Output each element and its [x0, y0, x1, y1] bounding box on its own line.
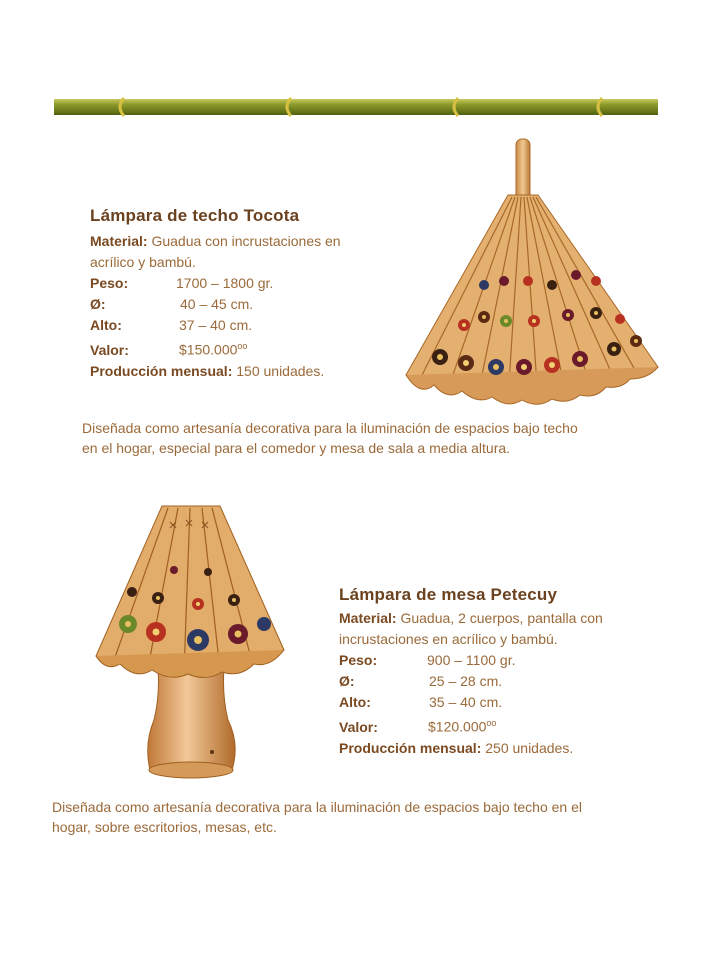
alto-value: 37 – 40 cm.: [179, 317, 253, 333]
diameter-value: 25 – 28 cm.: [429, 673, 503, 689]
product2-title: Lámpara de mesa Petecuy: [339, 585, 558, 604]
material-value-cont: incrustaciones en acrílico y bambú.: [339, 631, 558, 647]
alto-label: Alto:: [90, 317, 122, 333]
material-label: Material:: [339, 610, 397, 626]
ceiling-lamp-image: [400, 135, 662, 407]
alto-label: Alto:: [339, 694, 371, 710]
peso-label: Peso:: [339, 652, 378, 668]
material-label: Material:: [90, 233, 148, 249]
bamboo-divider: [54, 96, 658, 118]
diameter-label: Ø:: [90, 296, 106, 312]
diameter-value: 40 – 45 cm.: [180, 296, 254, 312]
product1-description: [82, 418, 662, 458]
product1-description-line2: en el hogar, especial para el comedor y mesa de sala a media altura.: [82, 440, 511, 456]
peso-label: Peso:: [90, 275, 129, 291]
production-value: 250 unidades.: [485, 739, 574, 756]
product1-specs: [90, 231, 390, 382]
product1-title: Lámpara de techo Tocota: [90, 206, 300, 225]
material-value-cont: acrílico y bambú.: [90, 254, 196, 270]
valor-sup: oo: [237, 341, 248, 351]
product2-description: [52, 797, 676, 837]
table-lamp-image: [92, 500, 290, 782]
peso-value: 1700 – 1800 gr.: [176, 275, 274, 291]
production-value: 150 unidades.: [236, 362, 325, 379]
material-value: Guadua, 2 cuerpos, pantalla con: [400, 610, 603, 626]
production-label: Producción mensual:: [339, 739, 482, 756]
product1-description-line1: Diseñada como artesanía decorativa para la iluminación de espacios bajo techo: [82, 420, 578, 436]
valor-value: $150.000: [179, 341, 238, 358]
product2-description-line2: hogar, sobre escritorios, mesas, etc.: [52, 819, 277, 835]
valor-value: $120.000: [428, 718, 487, 735]
valor-label: Valor:: [90, 341, 129, 358]
valor-label: Valor:: [339, 718, 378, 735]
valor-sup: oo: [486, 718, 497, 728]
diameter-label: Ø:: [339, 673, 355, 689]
product2-specs: [339, 608, 669, 759]
material-value: Guadua con incrustaciones en: [151, 233, 341, 249]
alto-value: 35 – 40 cm.: [429, 694, 503, 710]
production-label: Producción mensual:: [90, 362, 233, 379]
product2-description-line1: Diseñada como artesanía decorativa para la iluminación de espacios bajo techo en el: [52, 799, 582, 815]
peso-value: 900 – 1100 gr.: [427, 652, 516, 668]
